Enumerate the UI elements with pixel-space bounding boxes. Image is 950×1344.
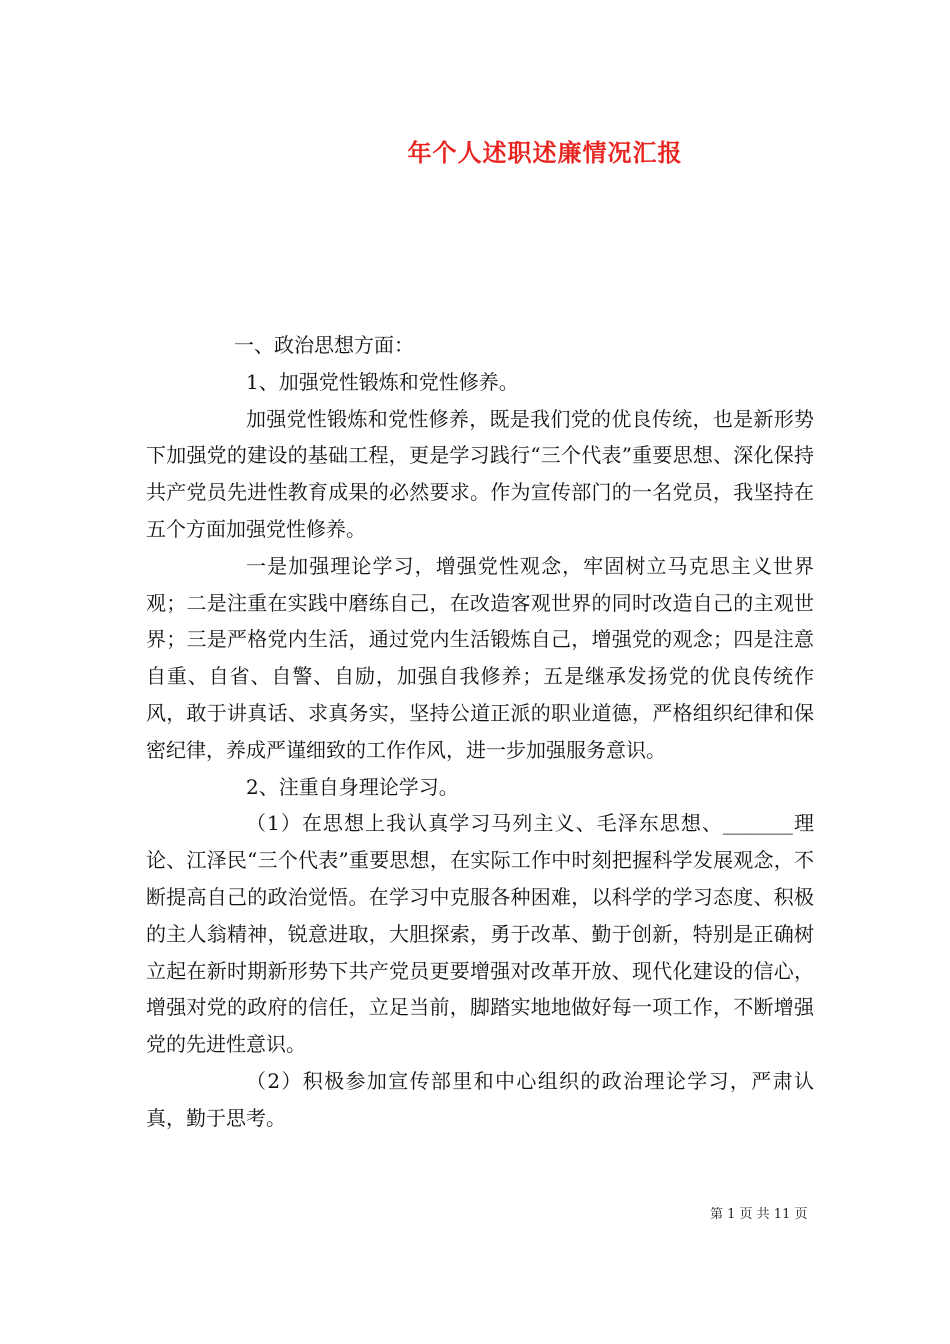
subsection-heading-1: 1、加强党性锻炼和党性修养。 xyxy=(246,369,519,394)
paragraph-item-2: （2）积极参加宣传部里和中心组织的政治理论学习，严肃认真，勤于思考。 xyxy=(146,1068,814,1130)
subsection-heading-2: 2、注重自身理论学习。 xyxy=(246,774,459,799)
paragraph-item-1: （1）在思想上我认真学习马列主义、毛泽东思想、_______理论、江泽民“三个代表”重要思想，在实际工作中时刻把握科学发展观念，不断提高自己的政治觉悟。在学习中克服各种困难，以科学的学习态度、积极的主人翁精神，锐意进取，大胆探索，勇于改革、勤于创新，特别是正确树立起在新时期新形势下共产党员更要增强对改革开放、现代化建设的信心，增强对党的政府的信任，立足当前，脚踏实地地做好每一项工作，不断增强党的先进性意识。 xyxy=(146,811,814,1057)
paragraph-party-spirit: 加强党性锻炼和党性修养，既是我们党的优良传统，也是新形势下加强党的建设的基础工程，更是学习践行“三个代表”重要思想、深化保持共产党员先进性教育成果的必然要求。作为宣传部门的一名党员，我坚持在五个方面加强党性修养。 xyxy=(146,406,814,541)
page-number-footer: 第 1 页 共 11 页 xyxy=(710,1207,808,1222)
section-heading-political: 一、政治思想方面： xyxy=(234,333,414,357)
paragraph-five-aspects: 一是加强理论学习，增强党性观念，牢固树立马克思主义世界观；二是注重在实践中磨练自己，在改造客观世界的同时改造自己的主观世界；三是严格党内生活，通过党内生活锻炼自己，增强党的观念；四是注意自重、自省、自警、自励，加强自我修养；五是继承发扬党的优良传统作风，敢于讲真话、求真务实，坚持公道正派的职业道德，严格组织纪律和保密纪律，养成严谨细致的工作作风，进一步加强服务意识。 xyxy=(146,553,814,762)
document-title: 年个人述职述廉情况汇报 xyxy=(407,138,683,167)
document-body xyxy=(146,327,814,1137)
